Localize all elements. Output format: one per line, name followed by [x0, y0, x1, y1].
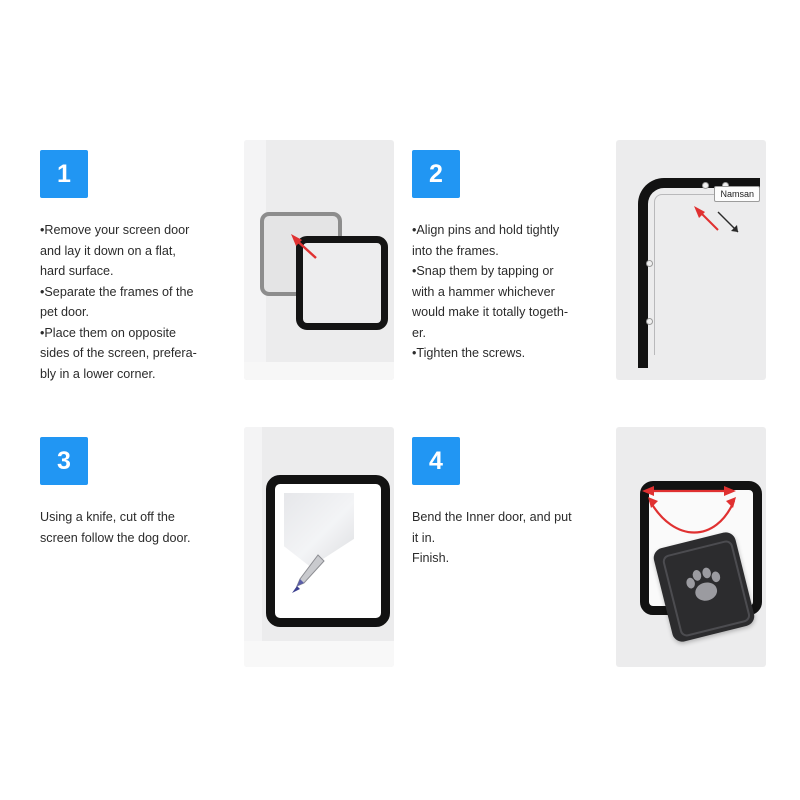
step-3-illustration: [244, 427, 394, 667]
knife-icon: [288, 549, 328, 595]
step-3-line-1: Using a knife, cut off the: [40, 510, 175, 524]
pin-1: [702, 182, 709, 189]
step-2-line-6: er.: [412, 325, 427, 340]
step-1-number-badge: 1: [40, 150, 88, 198]
step-2-text-column: [412, 140, 602, 364]
step-1-line-4: •Separate the frames of the: [40, 284, 194, 299]
step-1-line-3: hard surface.: [40, 264, 114, 278]
step-1-line-8: bly in a lower corner.: [40, 366, 156, 381]
step-1-line-6: •Place them on opposite: [40, 325, 177, 340]
step-2-line-5: would make it totally togeth-: [412, 305, 569, 319]
step-4-number-badge: 4: [412, 437, 460, 485]
step-3-text-column: [40, 427, 230, 548]
step-4: [412, 427, 766, 700]
step-3: [40, 427, 394, 700]
step-3-number-badge: 3: [40, 437, 88, 485]
step-2-line-4: with a hammer whichever: [412, 284, 555, 299]
brand-label: Namsan: [714, 186, 760, 202]
step-1-panel-base: [244, 362, 394, 380]
step-1-illustration: [244, 140, 394, 380]
step-4-illustration: [616, 427, 766, 667]
pin-3: [646, 260, 653, 267]
step-2: [412, 140, 766, 413]
step-1-line-1: •Remove your screen door: [40, 223, 190, 237]
step-4-line-1: Bend the Inner door, and put: [412, 510, 572, 524]
step-3-panel-edge: [244, 427, 262, 667]
step-3-line-2: screen follow the dog door.: [40, 530, 191, 545]
step-2-instructions: [412, 220, 602, 364]
step-2-line-3: •Snap them by tapping or: [412, 264, 554, 278]
step-1-text-column: [40, 140, 230, 384]
red-bend-arrows-icon: [634, 467, 754, 587]
step-1-line-5: pet door.: [40, 305, 90, 319]
step-2-illustration: [616, 140, 766, 380]
pin-4: [646, 318, 653, 325]
pointer-line-icon: [716, 210, 742, 236]
step-3-instructions: [40, 507, 230, 548]
step-4-instructions: [412, 507, 602, 569]
step-2-line-1: •Align pins and hold tightly: [412, 223, 560, 237]
step-3-panel-base: [244, 641, 394, 667]
step-4-line-3: Finish.: [412, 551, 450, 565]
step-1-line-2: and lay it down on a flat,: [40, 243, 176, 258]
step-2-line-7: •Tighten the screws.: [412, 346, 526, 360]
red-arrow-icon: [686, 202, 720, 232]
step-4-line-2: it in.: [412, 530, 436, 545]
step-1-instructions: [40, 220, 230, 384]
step-2-number-badge: 2: [412, 150, 460, 198]
step-2-line-2: into the frames.: [412, 243, 499, 258]
step-4-text-column: [412, 427, 602, 569]
steps-grid: [40, 140, 760, 700]
step-1: [40, 140, 394, 413]
red-arrow-icon: [288, 232, 318, 260]
step-1-line-7: sides of the screen, prefera-: [40, 346, 197, 360]
